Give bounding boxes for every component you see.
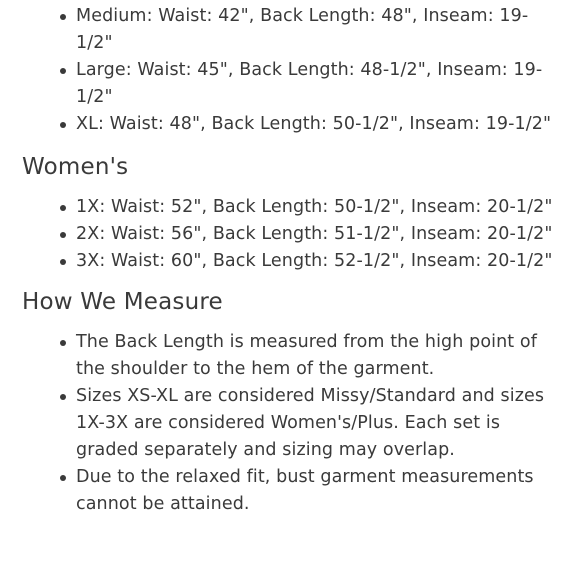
size-item-medium: Medium: Waist: 42", Back Length: 48", Inseam: 19-1/2": [0, 3, 572, 57]
womens-size-list: [0, 194, 572, 275]
size-item-2x: 2X: Waist: 56", Back Length: 51-1/2", Inseam: 20-1/2": [0, 221, 572, 248]
mens-size-list: [0, 3, 572, 138]
size-item-3x: 3X: Waist: 60", Back Length: 52-1/2", Inseam: 20-1/2": [0, 248, 572, 275]
measurement-notes-list: [0, 329, 572, 518]
size-item-1x: 1X: Waist: 52", Back Length: 50-1/2", Inseam: 20-1/2": [0, 194, 572, 221]
womens-heading: Women's: [22, 154, 129, 180]
size-item-xl: XL: Waist: 48", Back Length: 50-1/2", Inseam: 19-1/2": [0, 111, 572, 138]
size-item-large: Large: Waist: 45", Back Length: 48-1/2", Inseam: 19-1/2": [0, 57, 572, 111]
note-relaxed-fit: Due to the relaxed fit, bust garment measurements cannot be attained.: [0, 464, 572, 518]
how-we-measure-heading: How We Measure: [22, 289, 223, 315]
note-size-groups: Sizes XS-XL are considered Missy/Standard and sizes 1X-3X are considered Women's/Plus. Each set is graded separately and sizing may overlap.: [0, 383, 572, 464]
note-back-length: The Back Length is measured from the high point of the shoulder to the hem of the garment.: [0, 329, 572, 383]
